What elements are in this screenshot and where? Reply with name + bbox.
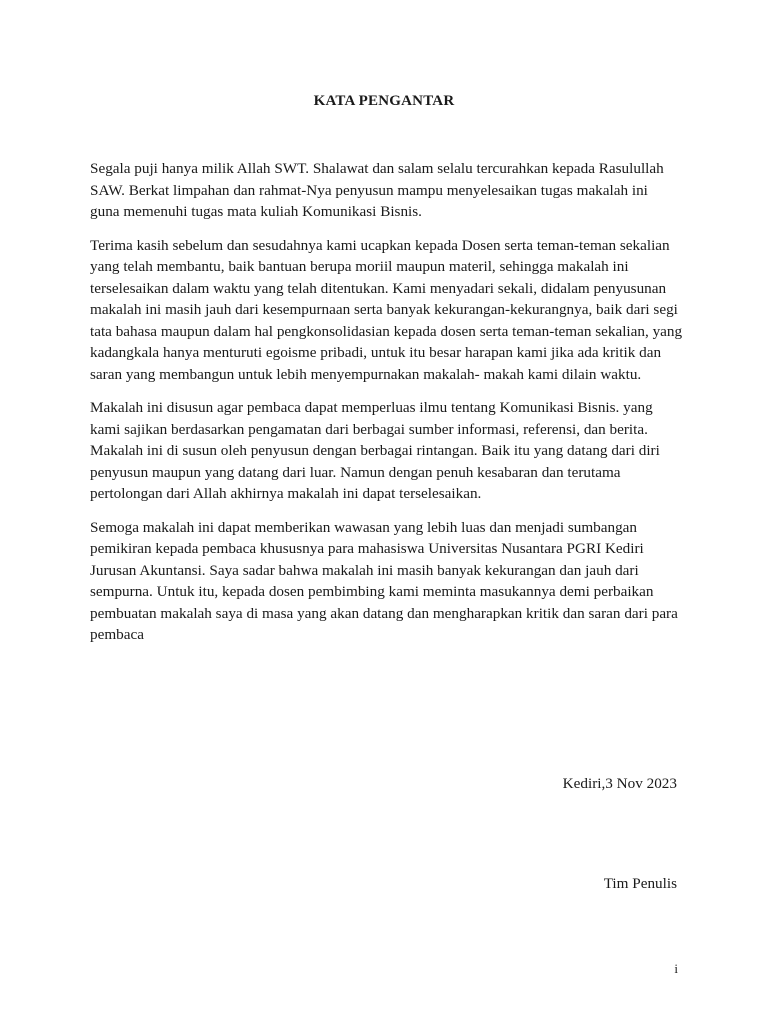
paragraph-line: pembuatan makalah saya di masa yang akan datang dan mengharapkan kritik dan saran dari para	[90, 604, 678, 622]
paragraph-line: terselesaikan dalam waktu yang telah ditentukan. Kami menyadari sekali, didalam penyusunan	[90, 279, 667, 297]
paragraph-line: Makalah ini disusun agar pembaca dapat memperluas ilmu tentang Komunikasi Bisnis. yang	[90, 399, 653, 416]
paragraph-line: saran yang membangun untuk lebih menyempurnakan makalah- makah kami dilain waktu.	[90, 365, 642, 383]
page-number: i	[674, 961, 678, 976]
paragraph-line: makalah ini masih jauh dari kesempurnaan serta banyak kekurangan-kekurangnya, baik dari segi	[90, 301, 678, 318]
paragraph-4	[90, 517, 682, 646]
paragraph-line: sempurna. Untuk itu, kepada dosen pembimbing kami meminta masukannya demi perbaikan	[90, 583, 654, 600]
paragraph-line: kami sajikan berdasarkan pengamatan dari berbagai sumber informasi, referensi, dan berita.	[90, 420, 648, 438]
paragraph-2	[90, 235, 682, 386]
paragraph-line: Makalah ini di susun oleh penyusun dengan berbagai rintangan. Baik itu yang datang dari diri	[90, 442, 660, 459]
paragraph-line: Terima kasih sebelum dan sesudahnya kami ucapkan kepada Dosen serta teman-teman sekalian	[90, 236, 670, 254]
author-signature: Tim Penulis	[603, 875, 677, 892]
document-body	[90, 158, 682, 658]
paragraph-line: pemikiran kepada pembaca khususnya para mahasiswa Universitas Nusantara PGRI Kediri	[90, 540, 644, 557]
paragraph-line: Segala puji hanya milik Allah SWT. Shalawat dan salam selalu tercurahkan kepada Rasulullah	[90, 160, 664, 177]
paragraph-line: tata bahasa maupun dalam hal pengkonsolidasian kepada dosen serta teman-teman sekalian, yang	[90, 322, 683, 340]
paragraph-line: guna memenuhi tugas mata kuliah Komunikasi Bisnis.	[90, 203, 422, 220]
document-title: KATA PENGANTAR	[313, 93, 455, 109]
paragraph-line: Semoga makalah ini dapat memberikan wawasan yang lebih luas dan menjadi sumbangan	[90, 518, 638, 536]
paragraph-line: penyusun maupun yang datang dari luar. Namun dengan penuh kesabaran dan terutama	[90, 463, 621, 481]
paragraph-line: SAW. Berkat limpahan dan rahmat-Nya penyusun mampu menyelesaikan tugas makalah ini	[90, 181, 648, 199]
paragraph-line: kadangkala hanya menturuti egoisme pribadi, untuk itu besar harapan kami jika ada kritik dan	[90, 344, 662, 361]
paragraph-3	[90, 397, 682, 505]
paragraph-1	[90, 158, 682, 223]
paragraph-line: yang telah membantu, baik bantuan berupa moriil maupun materil, sehingga makalah ini	[90, 258, 629, 275]
paragraph-line: Jurusan Akuntansi. Saya sadar bahwa makalah ini masih banyak kekurangan dan jauh dari	[90, 561, 639, 579]
place-date: Kediri,3 Nov 2023	[562, 775, 677, 792]
paragraph-line: pertolongan dari Allah akhirnya makalah ini dapat terselesaikan.	[90, 485, 482, 502]
paragraph-line: pembaca	[90, 626, 144, 643]
